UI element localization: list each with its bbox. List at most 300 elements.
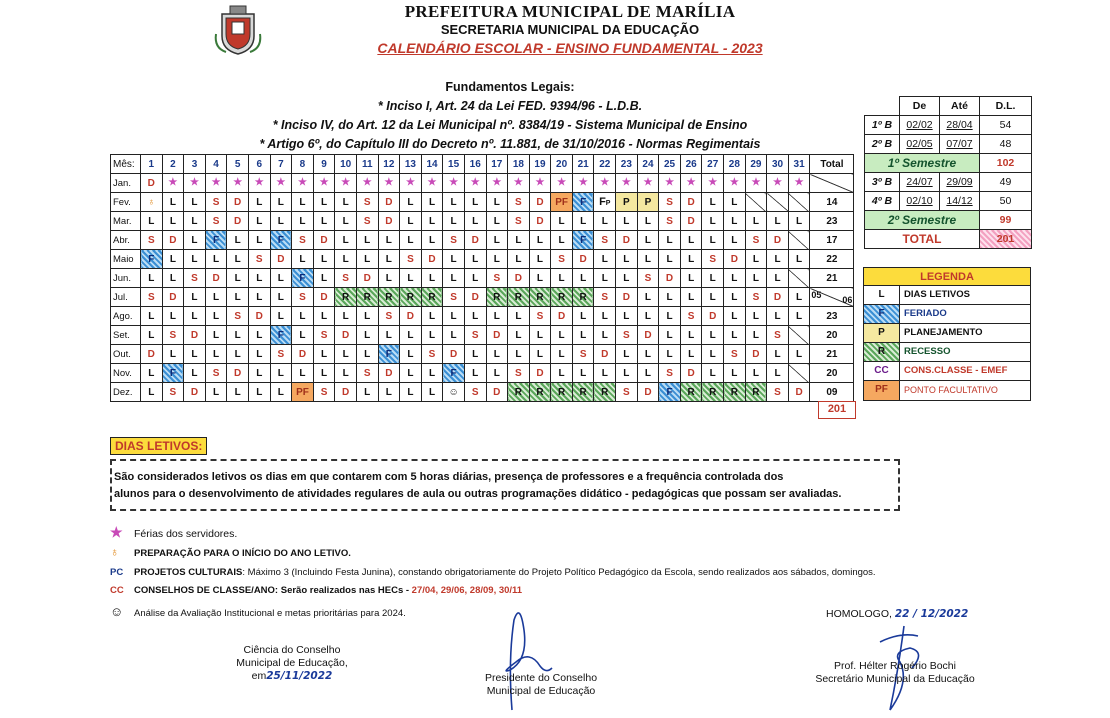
month-row — [111, 364, 854, 383]
day-cell: S — [184, 269, 206, 288]
day-cell: L — [702, 269, 724, 288]
day-cell: S — [141, 231, 163, 250]
handwritten-date: 25/11/2022 — [266, 670, 333, 682]
day-cell: L — [724, 364, 746, 383]
day-cell: S — [443, 288, 465, 307]
day-cell: L — [594, 307, 616, 326]
day-cell: F — [141, 250, 163, 269]
day-cell: L — [141, 269, 163, 288]
semester-row: 1º Semestre 102 — [865, 154, 1032, 173]
day-cell: L — [637, 364, 659, 383]
day-cell: L — [184, 193, 206, 212]
day-cell: D — [551, 307, 573, 326]
day-cell: L — [292, 212, 314, 231]
star-icon: ★ — [486, 174, 508, 193]
day-cell: L — [486, 212, 508, 231]
day-cell: L — [270, 383, 292, 402]
header-day: 10 — [335, 155, 357, 174]
star-icon: ★ — [616, 174, 638, 193]
legal-heading: Fundamentos Legais: — [445, 80, 575, 94]
day-cell: L — [162, 212, 184, 231]
month-total: 20 — [810, 326, 854, 345]
day-cell: L — [162, 269, 184, 288]
day-cell: L — [356, 383, 378, 402]
day-cell: L — [313, 307, 335, 326]
month-total: 23 — [810, 307, 854, 326]
day-cell: S — [594, 231, 616, 250]
day-cell: L — [788, 250, 810, 269]
header-day: 22 — [594, 155, 616, 174]
day-cell: D — [227, 364, 249, 383]
day-cell: L — [400, 383, 422, 402]
day-cell: L — [400, 193, 422, 212]
month-name: Abr. — [111, 231, 141, 250]
day-cell: L — [508, 250, 530, 269]
day-cell: F — [270, 326, 292, 345]
day-cell: R — [356, 288, 378, 307]
day-cell: L — [616, 212, 638, 231]
header-day: 19 — [529, 155, 551, 174]
header-day: 7 — [270, 155, 292, 174]
day-cell: L — [292, 250, 314, 269]
day-cell: L — [335, 250, 357, 269]
day-cell: F — [270, 231, 292, 250]
star-icon: ★ — [788, 174, 810, 193]
day-cell: L — [335, 345, 357, 364]
day-cell: R — [724, 383, 746, 402]
day-cell: D — [529, 364, 551, 383]
day-cell: R — [335, 288, 357, 307]
day-cell: L — [248, 326, 270, 345]
day-cell: L — [724, 326, 746, 345]
day-cell: S — [335, 269, 357, 288]
month-row — [111, 212, 854, 231]
day-cell: L — [508, 307, 530, 326]
day-cell: L — [335, 193, 357, 212]
month-row — [111, 174, 854, 193]
day-cell: L — [356, 345, 378, 364]
day-cell: L — [378, 383, 400, 402]
day-cell: D — [313, 288, 335, 307]
day-cell: D — [767, 288, 789, 307]
day-cell: F — [443, 364, 465, 383]
star-icon: ★ — [464, 174, 486, 193]
day-cell: D — [141, 345, 163, 364]
day-cell: L — [313, 345, 335, 364]
day-cell: L — [313, 250, 335, 269]
day-cell: D — [227, 212, 249, 231]
day-cell: S — [464, 383, 486, 402]
day-cell: L — [659, 231, 681, 250]
month-name: Set. — [111, 326, 141, 345]
day-cell: L — [227, 326, 249, 345]
day-cell: S — [572, 345, 594, 364]
day-cell: L — [292, 193, 314, 212]
day-cell: L — [335, 364, 357, 383]
star-icon: ★ — [767, 174, 789, 193]
day-cell: L — [594, 364, 616, 383]
day-cell: S — [767, 383, 789, 402]
day-cell: L — [270, 307, 292, 326]
day-cell: R — [378, 288, 400, 307]
star-icon: ★ — [184, 174, 206, 193]
day-cell: D — [529, 193, 551, 212]
day-cell: D — [184, 383, 206, 402]
day-cell: L — [508, 326, 530, 345]
star-icon: ★ — [248, 174, 270, 193]
day-cell: P — [616, 193, 638, 212]
day-cell: L — [464, 307, 486, 326]
star-icon: ★ — [421, 174, 443, 193]
month-row — [111, 231, 854, 250]
day-cell: L — [356, 326, 378, 345]
day-cell: L — [745, 269, 767, 288]
day-cell: L — [227, 383, 249, 402]
day-cell: L — [529, 269, 551, 288]
day-cell: S — [141, 288, 163, 307]
month-row — [111, 269, 854, 288]
municipal-crest — [212, 4, 264, 56]
day-cell: D — [227, 193, 249, 212]
day-cell: F — [378, 345, 400, 364]
day-cell: L — [443, 307, 465, 326]
day-cell: L — [702, 231, 724, 250]
day-cell: L — [443, 212, 465, 231]
day-cell: L — [788, 288, 810, 307]
legal-item: * Artigo 6º, do Capítulo III do Decreto nº. 11.881, de 31/10/2016 - Normas Regimentais — [259, 137, 761, 151]
day-cell: L — [141, 307, 163, 326]
day-cell: F — [162, 364, 184, 383]
day-cell: S — [508, 193, 530, 212]
header-day: 15 — [443, 155, 465, 174]
star-icon: ★ — [162, 174, 184, 193]
day-cell: L — [378, 326, 400, 345]
dias-letivos-title: DIAS LETIVOS: — [110, 437, 207, 455]
pc-key: PC — [110, 567, 124, 578]
calendar-header-row — [111, 155, 854, 174]
dias-letivos-box — [110, 459, 900, 511]
day-cell: L — [313, 212, 335, 231]
day-cell: D — [335, 326, 357, 345]
day-cell: S — [292, 231, 314, 250]
day-cell: L — [745, 364, 767, 383]
handwritten-date: 22 / 12/2022 — [894, 608, 969, 620]
day-cell: L — [378, 250, 400, 269]
day-cell: L — [529, 231, 551, 250]
day-cell: D — [724, 250, 746, 269]
month-row — [111, 193, 854, 212]
semester-row: 2º Semestre 99 — [865, 211, 1032, 230]
day-cell: R — [572, 383, 594, 402]
day-cell: S — [659, 193, 681, 212]
school-calendar-table — [110, 154, 854, 402]
star-icon: ★ — [227, 174, 249, 193]
star-icon: ★ — [724, 174, 746, 193]
day-cell: F — [205, 231, 227, 250]
day-cell: D — [486, 326, 508, 345]
header-day: 30 — [767, 155, 789, 174]
star-icon: ★ — [110, 524, 123, 540]
day-cell — [788, 269, 810, 288]
day-cell: L — [659, 345, 681, 364]
day-cell: L — [421, 364, 443, 383]
day-cell: L — [400, 364, 422, 383]
day-cell: F — [292, 269, 314, 288]
day-cell: L — [724, 231, 746, 250]
day-cell: P — [637, 193, 659, 212]
header-day: 20 — [551, 155, 573, 174]
month-row — [111, 383, 854, 402]
day-cell: L — [292, 326, 314, 345]
day-cell: L — [313, 364, 335, 383]
day-cell: R — [529, 383, 551, 402]
day-cell: R — [508, 383, 530, 402]
day-cell: L — [356, 307, 378, 326]
day-cell: L — [443, 250, 465, 269]
day-cell: S — [551, 250, 573, 269]
day-cell: PF — [292, 383, 314, 402]
day-cell: L — [421, 383, 443, 402]
note-avaliacao: ☺ Análise da Avaliação Institucional e metas prioritárias para 2024. — [110, 604, 406, 619]
day-cell: L — [248, 269, 270, 288]
day-cell: S — [680, 307, 702, 326]
day-cell: L — [616, 364, 638, 383]
header-day: 18 — [508, 155, 530, 174]
day-cell: L — [227, 345, 249, 364]
day-cell: L — [270, 212, 292, 231]
day-cell: L — [702, 364, 724, 383]
day-cell: L — [637, 212, 659, 231]
day-cell: R — [680, 383, 702, 402]
day-cell: L — [248, 288, 270, 307]
day-cell: L — [551, 345, 573, 364]
day-cell: D — [680, 212, 702, 231]
header-day: 12 — [378, 155, 400, 174]
day-cell: S — [616, 326, 638, 345]
cc-key: CC — [110, 585, 124, 596]
day-cell: L — [637, 231, 659, 250]
day-cell: L — [184, 307, 206, 326]
day-cell: L — [421, 231, 443, 250]
day-cell: D — [378, 364, 400, 383]
day-cell: S — [356, 364, 378, 383]
day-cell: S — [248, 250, 270, 269]
day-cell: L — [270, 288, 292, 307]
day-cell: L — [572, 269, 594, 288]
day-cell: S — [205, 212, 227, 231]
month-name: Ago. — [111, 307, 141, 326]
day-cell: S — [205, 193, 227, 212]
header-day: 31 — [788, 155, 810, 174]
day-cell: D — [292, 345, 314, 364]
day-cell: R — [745, 383, 767, 402]
legend-title: LEGENDA — [864, 268, 1030, 286]
col-ate: Até — [940, 97, 980, 116]
day-cell: L — [162, 193, 184, 212]
header-day: 17 — [486, 155, 508, 174]
month-total — [810, 174, 854, 193]
day-cell: L — [270, 269, 292, 288]
day-cell: L — [767, 250, 789, 269]
header-mes: Mês: — [111, 155, 141, 174]
day-cell: D — [616, 231, 638, 250]
month-total: 22 — [810, 250, 854, 269]
dias-letivos-text: São considerados letivos os dias em que contarem com 5 horas diárias, presença de professores e a frequência controlada dos — [114, 471, 784, 483]
day-cell: S — [486, 269, 508, 288]
header-day: 23 — [616, 155, 638, 174]
day-cell: L — [184, 212, 206, 231]
day-cell: L — [421, 326, 443, 345]
day-cell: L — [594, 250, 616, 269]
month-name: Out. — [111, 345, 141, 364]
day-cell: L — [551, 364, 573, 383]
calendar-title: CALENDÁRIO ESCOLAR - ENSINO FUNDAMENTAL - 2023 — [377, 40, 763, 56]
legend-item: R RECESSO — [864, 343, 1030, 362]
day-cell: S — [356, 212, 378, 231]
day-cell: L — [486, 345, 508, 364]
legal-item: * Inciso IV, do Art. 12 da Lei Municipal nº. 8384/19 - Sistema Municipal de Ensino — [272, 118, 748, 132]
day-cell: D — [659, 269, 681, 288]
day-cell: L — [616, 307, 638, 326]
star-icon: ★ — [443, 174, 465, 193]
day-cell: S — [270, 345, 292, 364]
day-cell: L — [464, 193, 486, 212]
day-cell: L — [572, 212, 594, 231]
day-cell: L — [464, 212, 486, 231]
day-cell: S — [162, 383, 184, 402]
day-cell: R — [508, 288, 530, 307]
day-cell: L — [270, 364, 292, 383]
secretaria-title: SECRETARIA MUNICIPAL DA EDUCAÇÃO — [440, 22, 700, 37]
day-cell: D — [529, 212, 551, 231]
day-cell: D — [788, 383, 810, 402]
grand-total: 201 — [818, 401, 856, 419]
day-cell: L — [335, 231, 357, 250]
day-cell: L — [767, 345, 789, 364]
day-cell: L — [680, 250, 702, 269]
day-cell: L — [205, 383, 227, 402]
day-cell: L — [616, 250, 638, 269]
star-icon: ★ — [205, 174, 227, 193]
month-total: 17 — [810, 231, 854, 250]
day-cell: L — [378, 269, 400, 288]
day-cell: L — [551, 231, 573, 250]
day-cell: L — [184, 231, 206, 250]
day-cell: L — [572, 364, 594, 383]
day-cell: L — [637, 288, 659, 307]
month-name: Maio — [111, 250, 141, 269]
day-cell: D — [745, 345, 767, 364]
legal-item: * Inciso I, Art. 24 da Lei FED. 9394/96 - L.D.B. — [377, 99, 643, 113]
day-cell: S — [616, 383, 638, 402]
day-cell: S — [508, 364, 530, 383]
day-cell: L — [680, 288, 702, 307]
day-cell: L — [551, 326, 573, 345]
day-cell: S — [594, 288, 616, 307]
day-cell: L — [788, 212, 810, 231]
star-icon: ★ — [551, 174, 573, 193]
month-name: Jan. — [111, 174, 141, 193]
bimester-row: 1º B 02/02 28/04 54 — [865, 116, 1032, 135]
day-cell — [767, 193, 789, 212]
day-cell: L — [659, 326, 681, 345]
day-cell: R — [551, 288, 573, 307]
day-cell: L — [486, 250, 508, 269]
day-cell: L — [486, 193, 508, 212]
legend-item: L DIAS LETIVOS — [864, 286, 1030, 305]
day-cell: L — [745, 250, 767, 269]
bimester-row: 4º B 02/10 14/12 50 — [865, 192, 1032, 211]
day-cell: L — [400, 345, 422, 364]
day-cell: D — [767, 231, 789, 250]
day-cell: L — [313, 269, 335, 288]
day-cell: D — [616, 288, 638, 307]
header-day: 14 — [421, 155, 443, 174]
header-day: 27 — [702, 155, 724, 174]
header-day: 6 — [248, 155, 270, 174]
month-total: 09 — [810, 383, 854, 402]
header-day: 26 — [680, 155, 702, 174]
day-cell: D — [141, 174, 163, 193]
day-cell: D — [637, 326, 659, 345]
star-icon: ★ — [572, 174, 594, 193]
legend-item: P PLANEJAMENTO — [864, 324, 1030, 343]
day-cell: L — [162, 250, 184, 269]
day-cell: L — [227, 231, 249, 250]
day-cell: L — [486, 231, 508, 250]
month-row — [111, 345, 854, 364]
day-cell: D — [378, 193, 400, 212]
day-cell: L — [680, 269, 702, 288]
day-cell: L — [767, 307, 789, 326]
day-cell: D — [594, 345, 616, 364]
day-cell: S — [378, 307, 400, 326]
day-cell: S — [356, 193, 378, 212]
day-cell: L — [724, 269, 746, 288]
header-day: 11 — [356, 155, 378, 174]
day-cell: L — [486, 307, 508, 326]
day-cell: R — [551, 383, 573, 402]
month-name: Nov. — [111, 364, 141, 383]
day-cell: L — [767, 364, 789, 383]
note-projetos: PC PROJETOS CULTURAIS: Máximo 3 (Incluindo Festa Junina), constando obrigatoriamente do Projeto Político Pedagógico da Escola, sendo realizados aos sábados, domingos. — [110, 567, 876, 578]
month-name: Mar. — [111, 212, 141, 231]
month-total: 14 — [810, 193, 854, 212]
day-cell: L — [572, 326, 594, 345]
day-cell: L — [508, 231, 530, 250]
day-cell: L — [248, 383, 270, 402]
month-name: Jun. — [111, 269, 141, 288]
day-cell: L — [356, 231, 378, 250]
header-day: 24 — [637, 155, 659, 174]
day-cell: L — [724, 193, 746, 212]
header-day: 16 — [464, 155, 486, 174]
header-day: 13 — [400, 155, 422, 174]
day-cell — [788, 364, 810, 383]
legend-item: PF PONTO FACULTATIVO — [864, 381, 1030, 400]
day-cell: L — [572, 307, 594, 326]
day-cell: L — [529, 250, 551, 269]
header-day: 21 — [572, 155, 594, 174]
day-cell: L — [270, 193, 292, 212]
day-cell: L — [551, 269, 573, 288]
day-cell: S — [421, 345, 443, 364]
month-name: Jul. — [111, 288, 141, 307]
torch-icon: ♁ — [110, 545, 119, 559]
star-icon: ★ — [594, 174, 616, 193]
day-cell: S — [227, 307, 249, 326]
smiley-icon: ☺ — [443, 383, 465, 402]
